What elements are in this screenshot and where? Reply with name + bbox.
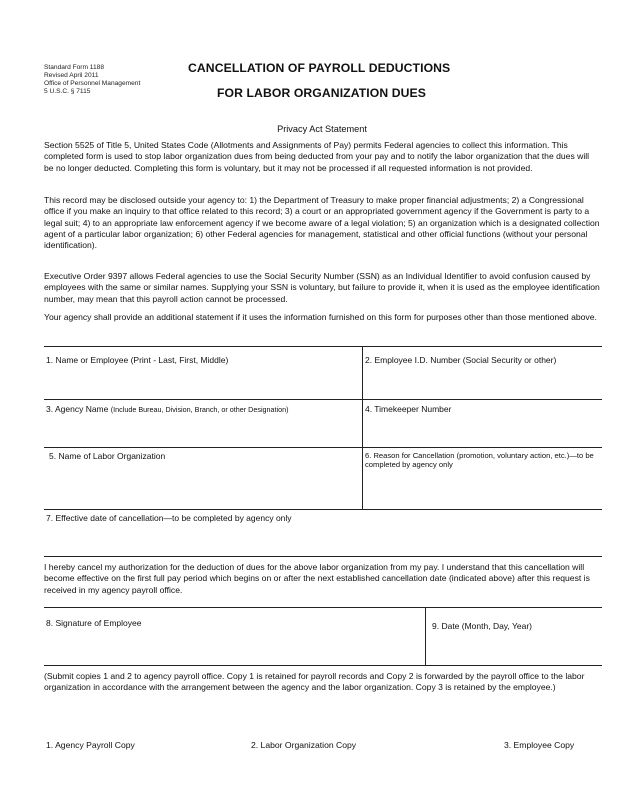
form-number: Standard Form 1188 [44,64,104,71]
timekeeper-number-label: 4. Timekeeper Number [365,404,452,414]
agency-name-hint: (Include Bureau, Division, Branch, or other Designation) [110,405,289,414]
rule [44,607,602,608]
privacy-paragraph: Executive Order 9397 allows Federal agencies to use the Social Security Number (SSN) as an Individual Identifier to avoid confusion caused by employees with the same or similar names. Supplying your SSN is voluntary, but failure to provide it, when it is used as the employee identification number, may mean that this payroll action cannot be processed. [44,271,600,304]
form-statute: 5 U.S.C. § 7115 [44,88,91,95]
form-info [44,64,140,96]
column-divider [425,607,426,665]
column-divider [362,346,363,509]
copy-label-labor-organization: 2. Labor Organization Copy [251,740,357,750]
form-title-line2: FOR LABOR ORGANIZATION DUES [217,86,426,100]
date-field[interactable] [432,621,532,632]
submit-instructions: (Submit copies 1 and 2 to agency payroll office. Copy 1 is retained for payroll records and Copy 2 is forwarded by the payroll office to the labor organization in accordance with the arrangement between the agency and the labor organization. Copy 3 is retained by the employee.) [44,671,585,693]
labor-organization-label: 5. Name of Labor Organization [49,451,166,461]
reason-for-cancellation-label: 6. Reason for Cancellation (promotion, voluntary action, etc.)—to be completed by agency only [365,451,594,470]
form-office: Office of Personnel Management [44,80,141,87]
labor-organization-field[interactable] [49,451,165,462]
privacy-heading: Privacy Act Statement [277,124,367,134]
rule [44,556,602,557]
agency-name-label: 3. Agency Name [46,404,109,414]
privacy-paragraph: Your agency shall provide an additional statement if it uses the information furnished on this form for purposes other than those mentioned above. [44,312,597,322]
privacy-paragraph: Section 5525 of Title 5, United States Code (Allotments and Assignments of Pay) permits Federal agencies to collect this information. This completed form is used to stop labor organization dues from being deducted from your pay and to notify the labor organization that the dues will be no longer deducted. Completing this form is voluntary, but it may not be processed if all requested information is not provided. [44,140,590,173]
employee-name-label: 1. Name or Employee (Print - Last, First, Middle) [46,355,229,365]
employee-id-field[interactable] [365,355,556,366]
privacy-paragraph: This record may be disclosed outside your agency to: 1) the Department of Treasury to make proper financial adjustments; 2) a Congressional office if you make an inquiry to that office related to this record; 3) a court or an appropriated government agency if the Government is party to a legal suit; 4) to an appropriate law enforcement agency if we become aware of a legal violation; 5) an organization which is a designated collection agent of a particular labor organization; 6) other Federal agencies for management, statistical and other official functions (without your personal identification). [44,195,600,251]
rule [44,509,602,510]
timekeeper-number-field[interactable] [365,404,451,415]
rule [44,665,602,666]
employee-name-field[interactable] [46,355,228,366]
form-title-line1: CANCELLATION OF PAYROLL DEDUCTIONS [188,61,451,75]
signature-label: 8. Signature of Employee [46,618,142,628]
copy-label-agency-payroll: 1. Agency Payroll Copy [46,740,135,750]
effective-date-label: 7. Effective date of cancellation—to be completed by agency only [46,513,292,523]
rule [44,447,602,448]
reason-for-cancellation-field[interactable] [365,451,603,470]
employee-id-label: 2. Employee I.D. Number (Social Security or other) [365,355,557,365]
authorization-statement: I hereby cancel my authorization for the deduction of dues for the above labor organization from my pay. I understand that this cancellation will become effective on the first full pay period which begins on or after the next established cancellation date (indicated above) after this request is received in my agency payroll office. [44,562,590,595]
date-label: 9. Date (Month, Day, Year) [432,621,533,631]
copy-label-employee: 3. Employee Copy [504,740,575,750]
rule [44,346,602,347]
signature-field[interactable] [46,618,141,629]
rule [44,399,602,400]
agency-name-field[interactable] [46,404,289,416]
form-revision: Revised April 2011 [44,72,99,79]
effective-date-field[interactable] [46,513,292,524]
